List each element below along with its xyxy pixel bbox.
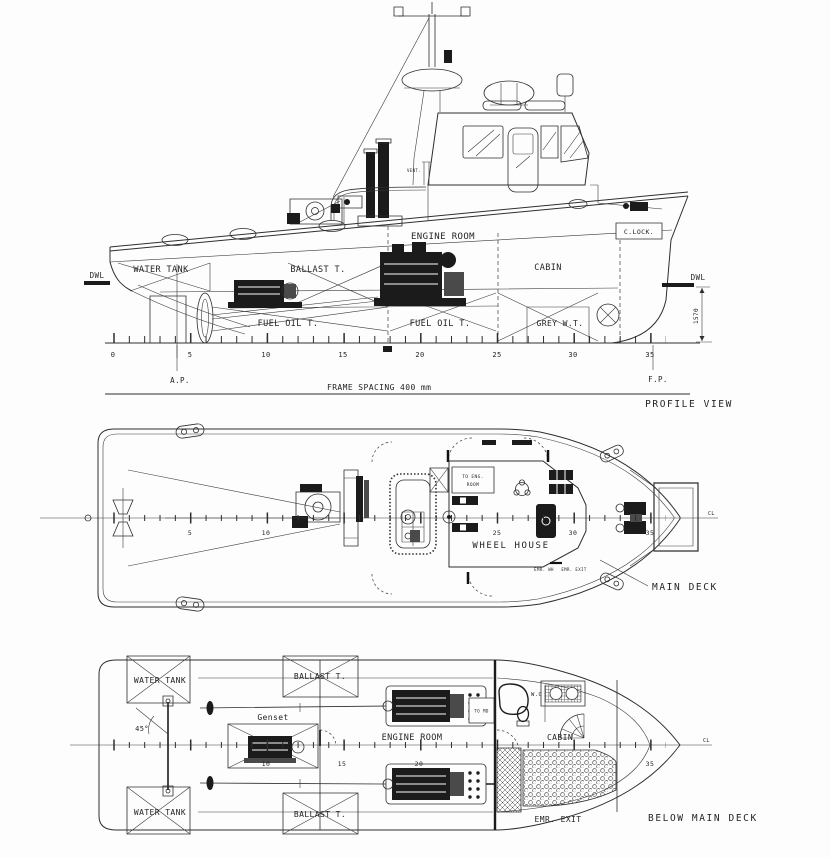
ruler-label: 30 [568,351,578,359]
label-ap: A.P. [170,376,190,385]
label-vent: VENT. [406,168,421,173]
label-genset: Genset [257,713,289,722]
label-water-tank-ss: WATER TANK [133,808,187,817]
label-water-tank-ps: WATER TANK [133,676,187,685]
main-engine-profile [374,242,466,306]
to-eng-room-box [452,467,494,493]
exhaust-stack [338,139,402,226]
ruler-label: 10 [261,760,271,768]
label-cabin-profile: CABIN [534,263,562,273]
ruler-label: 20 [414,760,424,768]
label-cl-md: CL [708,511,715,517]
label-fp: F.P. [648,375,668,384]
wheelhouse-plan [430,461,586,567]
ruler-label: 0 [110,351,116,359]
label-chain-locker: C.LOCK. [623,228,655,236]
profile-view-title: PROFILE VIEW [645,399,733,410]
ruler-label: 35 [645,529,655,537]
label-to-md: TO MD [474,708,489,714]
ruler-label: 20 [415,351,425,359]
door-swing-arcs [372,438,548,596]
genset-profile [228,280,302,308]
label-rudder-angle: 45° [135,725,149,733]
mast [333,2,470,197]
ruler-label: 30 [568,529,578,537]
label-cabin-below: CABIN [546,733,574,742]
label-emr-exit-md: EMR. EXIT [561,567,587,572]
below-deck-title: BELOW MAIN DECK [648,813,758,824]
main-deck-title: MAIN DECK [652,582,718,593]
profile-view [84,2,733,410]
shower-stall [499,684,528,714]
ruler-label: 10 [261,529,271,537]
label-emr-exit-below: EMR. EXIT [534,815,582,824]
label-dwl-aft: DWL [89,271,105,280]
emr-exit-floor [523,750,616,806]
label-frame-spacing: FRAME SPACING 400 mm [327,383,432,392]
label-fuel-oil-fwd: FUEL OIL T. [409,319,471,329]
ruler-label: 10 [261,351,271,359]
label-engine-room-below: ENGINE ROOM [381,733,443,743]
label-to-eng-1: TO ENG. [462,475,484,480]
label-wheel-house: WHEEL HOUSE [472,541,550,551]
label-emr-wh: EMR. WH [534,567,554,572]
ruler-label: 15 [337,760,347,768]
label-ballast-ps: BALLAST T. [293,672,347,681]
label-cl-below: CL [703,738,710,744]
engine-room-skylight [390,474,436,554]
mooring-fittings [175,423,625,612]
genset-plan [228,724,318,768]
ruler-label: 5 [187,529,193,537]
ruler-label: 35 [645,760,655,768]
wc-compartment [469,684,545,726]
label-wc: W.C [531,692,543,698]
galley-stove [541,681,585,706]
wheelhouse-profile [428,74,662,221]
ruler-label: 25 [492,351,502,359]
label-ballast-ss: BALLAST T. [293,810,347,819]
emr-exit-hatch-strip [497,748,521,812]
label-grey-water: GREY W.T. [536,319,584,328]
main-deck-view [40,423,718,612]
ruler-label: 25 [492,529,502,537]
label-to-eng-2: ROOM [466,483,480,488]
label-depth-dim: 1570 [693,307,700,325]
label-dwl-fwd: DWL [690,273,706,282]
label-ballast-profile: BALLAST T. [290,265,346,275]
frame-ruler-profile [105,338,700,371]
main-engine-ss [383,764,486,804]
label-water-tank-profile: WATER TANK [133,265,189,275]
ruler-label: 15 [338,351,348,359]
helm-wheel-icon [514,480,530,496]
below-deck-view [70,656,758,834]
ruler-label: 35 [645,351,655,359]
label-fuel-oil-aft: FUEL OIL T. [257,319,319,329]
label-engine-room-profile: ENGINE ROOM [410,232,476,242]
anchor-windlass-profile [623,202,648,211]
ruler-label: 5 [187,351,193,359]
